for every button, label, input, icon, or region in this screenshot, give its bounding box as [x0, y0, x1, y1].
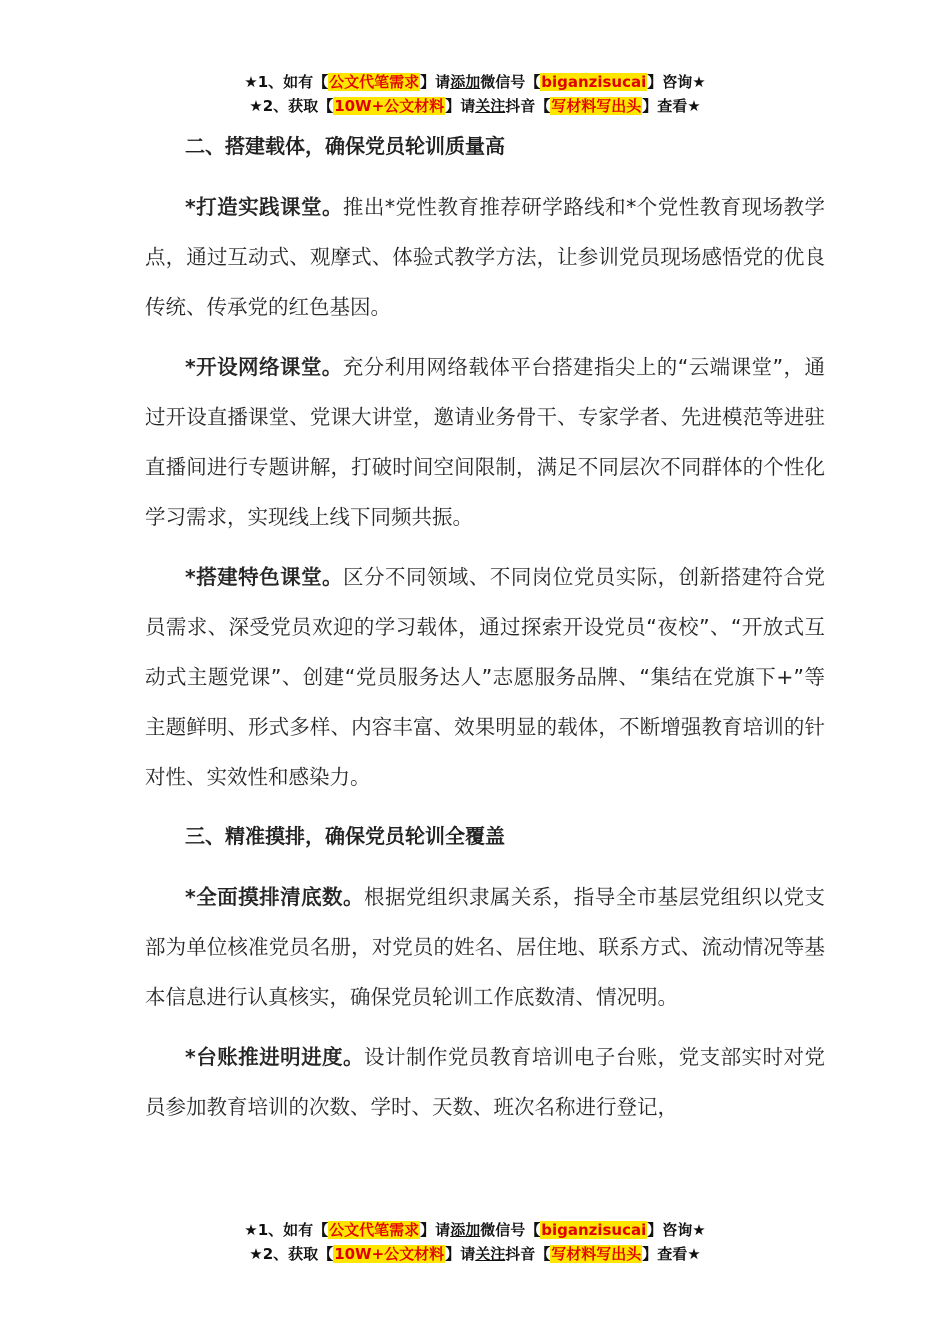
banner-line-2: ★2、获取【10W+公文材料】请关注抖音【写材料写出头】查看★ — [249, 97, 701, 115]
paragraph-ledger: *台账推进明进度。设计制作党员教育培训电子台账，党支部实时对党员参加教育培训的次数、学时、天数、班次名称进行登记， — [145, 1045, 825, 1119]
highlight-douyin: 写材料写出头 — [551, 97, 642, 115]
highlight-wechat-id: biganzisucai — [541, 73, 647, 91]
banner-line-1: ★1、如有【公文代笔需求】请添加微信号【biganzisucai】咨询★ — [244, 73, 706, 91]
highlight-service: 公文代笔需求 — [329, 73, 420, 91]
highlight-materials: 10W+公文材料 — [334, 97, 445, 115]
highlight-materials: 10W+公文材料 — [334, 1245, 445, 1263]
banner-line-2: ★2、获取【10W+公文材料】请关注抖音【写材料写出头】查看★ — [249, 1245, 701, 1263]
highlight-wechat-id: biganzisucai — [541, 1221, 647, 1239]
section-heading-3: 三、精准摸排，确保党员轮训全覆盖 — [185, 824, 505, 848]
banner-line-1: ★1、如有【公文代笔需求】请添加微信号【biganzisucai】咨询★ — [244, 1221, 706, 1239]
footer-banner — [0, 1218, 950, 1266]
paragraph-featured-class: *搭建特色课堂。区分不同领域、不同岗位党员实际，创新搭建符合党员需求、深受党员欢迎的学习载体，通过探索开设党员“夜校”、“开放式互动式主题党课”、创建“党员服务达人”志愿服务品牌、“集结在党旗下+”等主题鲜明、形式多样、内容丰富、效果明显的载体，不断增强教育培训的针对性、实效性和感染力。 — [145, 565, 825, 789]
section-heading-2: 二、搭建载体，确保党员轮训质量高 — [185, 134, 505, 158]
document-body — [145, 122, 825, 1142]
paragraph-practice-class: *打造实践课堂。推出*党性教育推荐研学路线和*个党性教育现场教学点，通过互动式、观摩式、体验式教学方法，让参训党员现场感悟党的优良传统、传承党的红色基因。 — [145, 195, 825, 319]
header-banner — [0, 70, 950, 118]
highlight-service: 公文代笔需求 — [329, 1221, 420, 1239]
paragraph-online-class: *开设网络课堂。充分利用网络载体平台搭建指尖上的“云端课堂”，通过开设直播课堂、党课大讲堂，邀请业务骨干、专家学者、先进模范等进驻直播间进行专题讲解，打破时间空间限制，满足不同层次不同群体的个性化学习需求，实现线上线下同频共振。 — [145, 355, 825, 529]
highlight-douyin: 写材料写出头 — [551, 1245, 642, 1263]
paragraph-census: *全面摸排清底数。根据党组织隶属关系，指导全市基层党组织以党支部为单位核准党员名册，对党员的姓名、居住地、联系方式、流动情况等基本信息进行认真核实，确保党员轮训工作底数清、情况明。 — [145, 885, 825, 1009]
